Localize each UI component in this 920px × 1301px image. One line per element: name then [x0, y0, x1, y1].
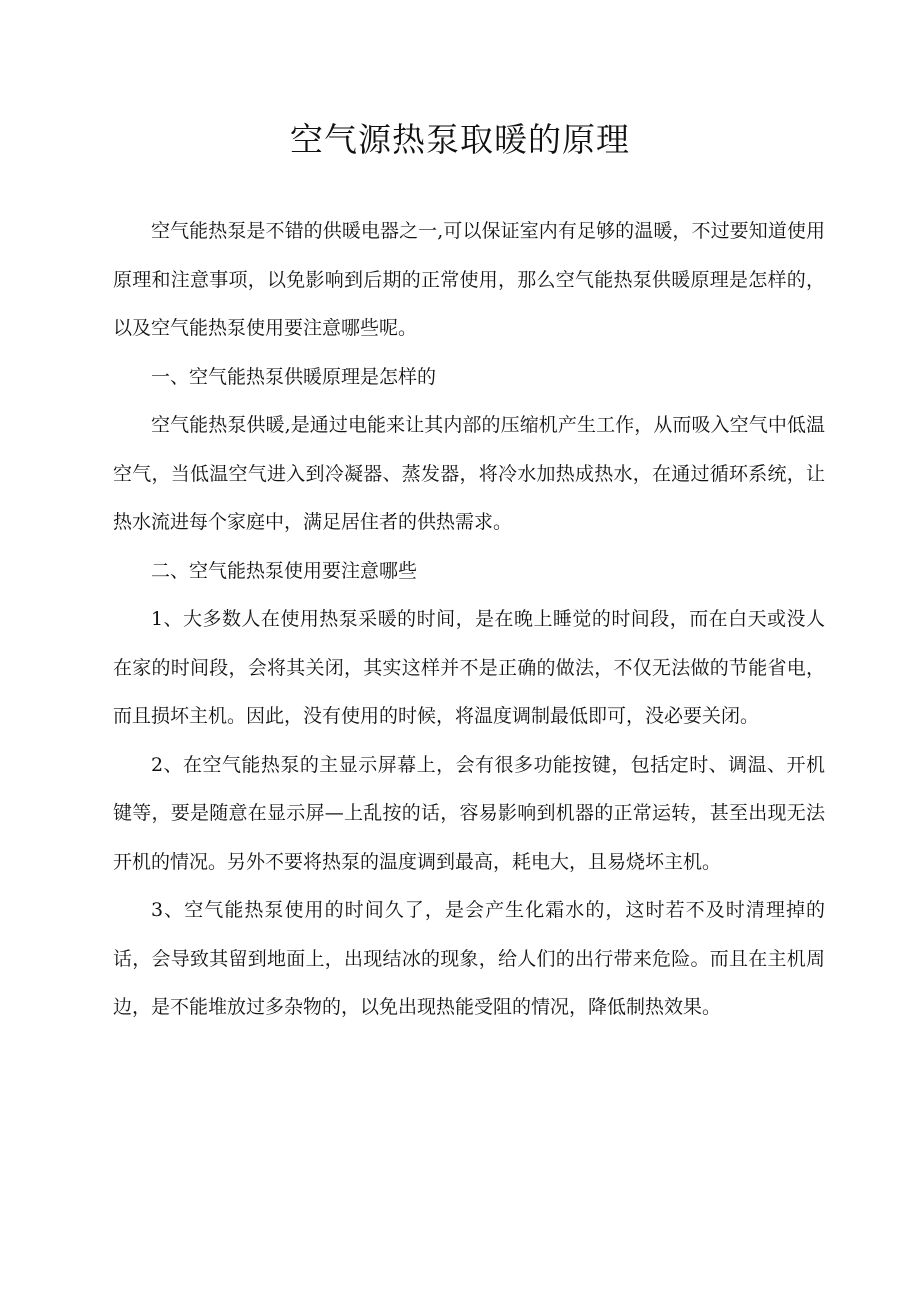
intro-paragraph: 空气能热泵是不错的供暖电器之一,可以保证室内有足够的温暖，不过要知道使用原理和注意事项，以免影响到后期的正常使用，那么空气能热泵供暖原理是怎样的，以及空气能热泵使用要注意哪些呢。 — [113, 220, 825, 339]
section-heading-precautions: 二、空气能热泵使用要注意哪些 — [151, 559, 418, 582]
page-title: 空气源热泵取暖的原理 — [290, 120, 630, 159]
precaution-item-2: 2、在空气能热泵的主显示屏幕上，会有很多功能按键，包括定时、调温、开机键等，要是随意在显示屏—上乱按的话，容易影响到机器的正常运转，甚至出现无法开机的情况。另外不要将热泵的温度调到最高，耗电大，且易烧坏主机。 — [113, 753, 825, 873]
section-heading-principle: 一、空气能热泵供暖原理是怎样的 — [151, 365, 437, 388]
precaution-item-3: 3、空气能热泵使用的时间久了，是会产生化霜水的，这时若不及时清理掉的话，会导致其留到地面上，出现结冰的现象，给人们的出行带来危险。而且在主机周边，是不能堆放过多杂物的，以免出现热能受阻的情况，降低制热效果。 — [113, 899, 825, 1018]
principle-paragraph: 空气能热泵供暖,是通过电能来让其内部的压缩机产生工作，从而吸入空气中低温空气，当低温空气进入到冷凝器、蒸发器，将冷水加热成热水，在通过循环系统，让热水流进每个家庭中，满足居住者的供热需求。 — [113, 414, 825, 533]
document-body — [113, 207, 825, 1032]
precaution-item-1: 1、大多数人在使用热泵采暖的时间，是在晚上睡觉的时间段，而在白天或没人在家的时间段，会将其关闭，其实这样并不是正确的做法，不仅无法做的节能省电，而且损坏主机。因此，没有使用的时候，将温度调制最低即可，没必要关闭。 — [113, 608, 825, 727]
